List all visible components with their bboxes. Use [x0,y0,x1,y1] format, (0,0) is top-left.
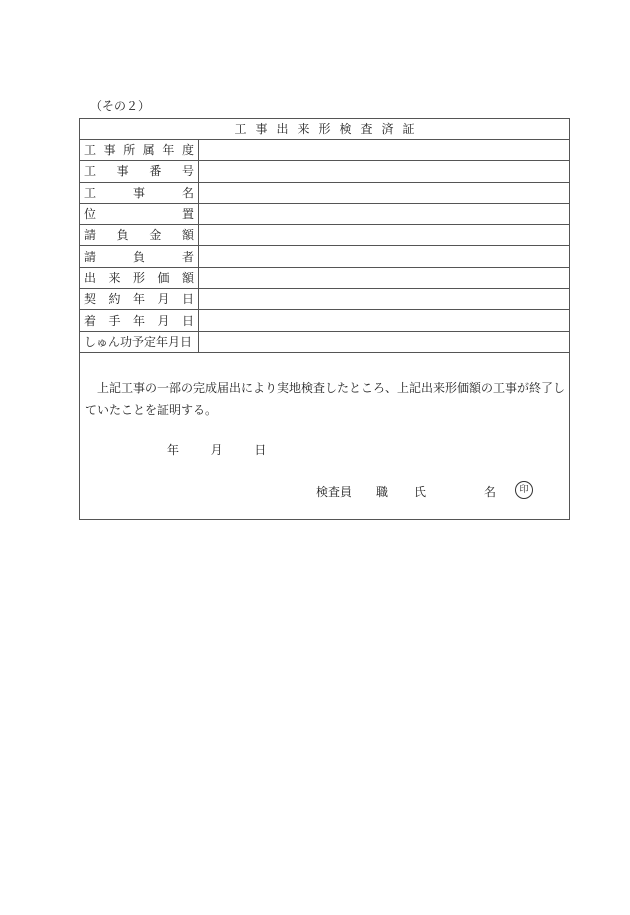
inspector-label: 検査員 [316,485,353,499]
form-row [80,225,569,246]
row-label-char: 工 [84,185,97,200]
row-value-field[interactable] [199,204,569,224]
form-rows [80,140,569,353]
row-label-char: 価 [157,270,170,285]
row-label [80,140,199,160]
row-label [80,225,199,245]
surname-label: 氏 [414,485,427,499]
form-row [80,246,569,267]
row-label-char: 事 [116,164,129,179]
row-label-char: 年 [132,313,145,328]
row-label-char: 位 [84,207,97,222]
year-label: 年 [167,443,180,457]
form-row [80,140,569,161]
row-label-char: 属 [142,143,155,158]
row-label-char: 出 [84,270,97,285]
row-label-char: 月 [157,313,170,328]
form-row [80,183,569,204]
row-label-char: 契 [84,292,97,307]
inspection-certificate-form [79,118,570,520]
row-value-field[interactable] [199,268,569,288]
row-label-char: 工 [84,143,97,158]
row-label-char: 負 [116,228,129,243]
certification-statement: 上記工事の一部の完成届出により実地検査したところ、上記出来形価額の工事が終了していたことを証明する。 [85,381,566,417]
date-line [167,441,266,458]
row-value-field[interactable] [199,140,569,160]
row-label-char: 日 [181,313,194,328]
row-label-char: 日 [181,292,194,307]
row-label-char: 事 [132,185,145,200]
row-label-char: 度 [181,143,194,158]
row-label: しゅん功予定年月日 [80,332,199,352]
page-label: （その２） [90,99,151,113]
row-value-field[interactable] [199,246,569,266]
form-row [80,204,569,225]
row-label-char: 置 [181,207,194,222]
row-value-field[interactable] [199,183,569,203]
row-label [80,310,199,330]
row-label [80,204,199,224]
row-label-char: 工 [84,164,97,179]
row-label-char: 年 [162,143,175,158]
row-value-field[interactable] [199,225,569,245]
row-label-char: 者 [181,249,194,264]
form-row [80,310,569,331]
form-row [80,161,569,182]
form-row [80,289,569,310]
given-name-label: 名 [484,485,497,499]
row-value-field[interactable] [199,310,569,330]
row-label-char: 請 [84,228,97,243]
row-label-char: 金 [149,228,162,243]
row-label-char: 番 [149,164,162,179]
form-title: 工事出来形検査済証 [80,119,569,140]
row-label-char: 負 [132,249,145,264]
row-label [80,268,199,288]
row-label-char: 額 [181,228,194,243]
row-label-char: 年 [132,292,145,307]
row-label [80,246,199,266]
row-label-char: 形 [132,270,145,285]
row-label-char: 着 [84,313,97,328]
title-label: 職 [376,485,389,499]
row-value-field[interactable] [199,289,569,309]
row-label [80,183,199,203]
form-row [80,268,569,289]
row-value-field[interactable] [199,332,569,352]
day-label: 日 [254,443,267,457]
row-label-char: 約 [108,292,121,307]
row-label-char: 請 [84,249,97,264]
row-label-char: 額 [181,270,194,285]
row-label-char: 所 [123,143,136,158]
row-value-field[interactable] [199,161,569,181]
month-label: 月 [210,443,223,457]
seal-mark: 印 [515,481,533,499]
form-row [80,332,569,353]
row-label-char: 手 [108,313,121,328]
row-label-char: 事 [103,143,116,158]
row-label-char: 号 [181,164,194,179]
row-label-char: 月 [157,292,170,307]
row-label-char: 来 [108,270,121,285]
row-label [80,289,199,309]
row-label [80,161,199,181]
row-label-char: 名 [181,185,194,200]
